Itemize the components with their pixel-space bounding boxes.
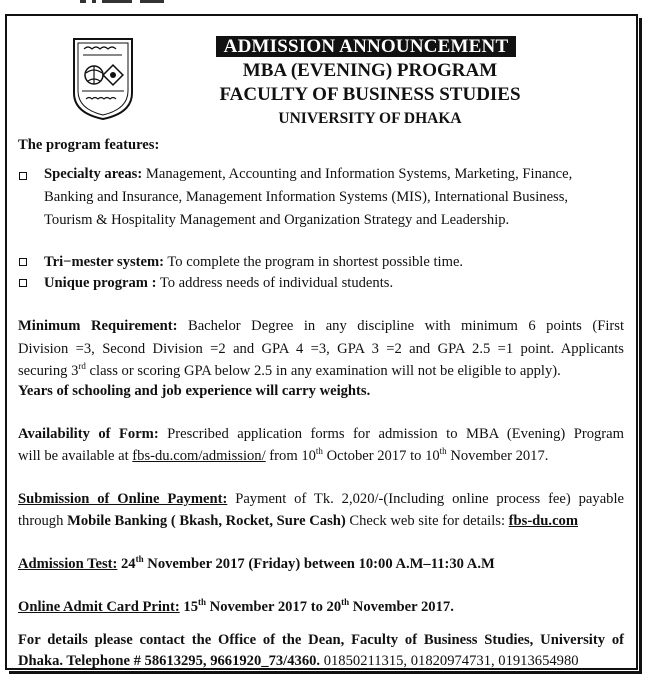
- payment-text-2b: Check web site for details:: [345, 513, 509, 529]
- mobile-banking-text: Mobile Banking ( Bkash, Rocket, Sure Cash): [67, 513, 346, 529]
- trimester-line: [44, 252, 463, 272]
- admission-test-line: [18, 554, 495, 574]
- payment-label: Submission of Online Payment:: [18, 491, 228, 507]
- contact-mobiles: 01850211315, 01820974731, 01913654980: [320, 653, 579, 669]
- availability-text-2d: November 2017.: [446, 448, 549, 464]
- ordinal-sup: th: [341, 597, 350, 607]
- contact-line-2: [18, 651, 579, 671]
- requirement-text-3b: class or scoring GPA below 2.5 in any examination will not be eligible to apply).: [85, 363, 561, 379]
- trimester-text: To complete the program in shortest possible time.: [164, 254, 464, 270]
- availability-text-2b: from 10: [265, 448, 316, 464]
- program-title: MBA (EVENING) PROGRAM: [242, 60, 498, 81]
- payment-text-2a: through: [18, 513, 68, 529]
- admit-card-label: Online Admit Card Print:: [18, 599, 180, 615]
- requirement-label: Minimum Requirement:: [18, 318, 178, 334]
- specialty-line-2: Banking and Insurance, Management Information Systems (MIS), International Business,: [44, 189, 569, 205]
- specialty-line-1: [44, 164, 572, 184]
- admit-card-start: 15: [179, 599, 198, 615]
- payment-line-2: [18, 511, 578, 531]
- admission-test-day: 24: [117, 556, 136, 572]
- availability-text-2a: will be available at: [18, 448, 133, 464]
- availability-text-2c: October 2017 to 10: [322, 448, 440, 464]
- ordinal-sup: th: [439, 446, 447, 456]
- admit-card-mid: November 2017 to 20: [206, 599, 342, 615]
- availability-text-1: Prescribed application forms for admission to MBA (Evening) Program: [158, 426, 624, 442]
- requirement-text-3a: securing 3: [18, 363, 79, 379]
- admission-test-time: November 2017 (Friday) between 10:00 A.M–11:30 A.M: [143, 556, 495, 572]
- ordinal-sup: th: [135, 554, 144, 564]
- requirement-text-1: Bachelor Degree in any discipline with minimum 6 points (First: [177, 318, 625, 334]
- trimester-label: Tri−mester system:: [44, 254, 165, 270]
- availability-line-2: [18, 446, 548, 466]
- fbs-site-link[interactable]: fbs-du.com: [508, 513, 578, 529]
- specialty-text-1: Management, Accounting and Information Systems, Marketing, Finance,: [142, 166, 573, 182]
- contact-telephone: Dhaka. Telephone # 58613295, 9661920: [18, 653, 262, 669]
- availability-line-1: [18, 424, 624, 444]
- requirement-line-1: [18, 316, 624, 336]
- requirement-line-4: Years of schooling and job experience will carry weights.: [18, 383, 371, 399]
- admit-card-end: November 2017.: [349, 599, 454, 615]
- admit-card-line: [18, 597, 454, 617]
- faculty-title: FACULTY OF BUSINESS STUDIES: [219, 84, 521, 105]
- requirement-line-2: Division =3, Second Division =2 and GPA 4 =3, GPA 3 =2 and GPA 2.5 =1 point. Applicants: [18, 341, 624, 357]
- checkbox-bullet-icon: [19, 279, 27, 287]
- admission-form-link[interactable]: fbs-du.com/admission/: [132, 448, 266, 464]
- ordinal-sup: th: [315, 446, 323, 456]
- university-logo-icon: [70, 35, 136, 121]
- ordinal-sup: th: [198, 597, 207, 607]
- admission-test-label: Admission Test:: [18, 556, 118, 572]
- payment-text-1: Payment of Tk. 2,020/-(Including online process fee) payable: [227, 491, 624, 507]
- unique-line: [44, 273, 393, 293]
- requirement-line-3: [18, 361, 561, 381]
- ordinal-sup: rd: [78, 361, 86, 371]
- availability-label: Availability of Form:: [18, 426, 159, 442]
- cropped-top-text: [0, 0, 657, 6]
- university-title: UNIVERSITY OF DHAKA: [278, 110, 462, 127]
- unique-text: To address needs of individual students.: [156, 275, 394, 291]
- contact-extension: _73/4360.: [261, 653, 321, 669]
- announcement-banner: ADMISSION ANNOUNCEMENT: [216, 36, 516, 57]
- checkbox-bullet-icon: [19, 172, 27, 180]
- contact-line-1: For details please contact the Office of the Dean, Faculty of Business Studies, University of: [18, 632, 624, 648]
- specialty-line-3: Tourism & Hospitality Management and Organization Strategy and Leadership.: [44, 212, 510, 228]
- specialty-label: Specialty areas:: [44, 166, 143, 182]
- payment-line-1: [18, 489, 624, 509]
- unique-sep: :: [147, 275, 157, 291]
- unique-label: Unique program: [44, 275, 148, 291]
- checkbox-bullet-icon: [19, 258, 27, 266]
- features-heading: The program features:: [18, 137, 160, 153]
